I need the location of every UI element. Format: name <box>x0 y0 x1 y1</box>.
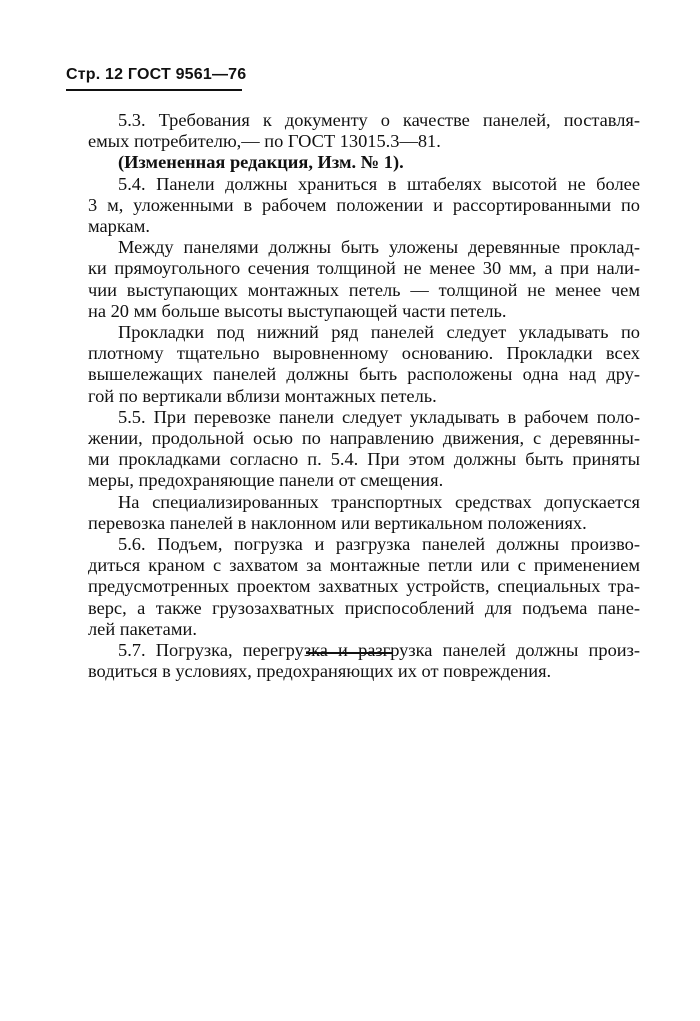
paragraph-5-5-transport <box>88 492 640 534</box>
document-body <box>88 110 640 682</box>
text-line: Между панелями должны быть уложены деревянные проклад- <box>118 237 640 258</box>
text-line: водиться в условиях, предохраняющих их от повреждения. <box>88 661 552 682</box>
text-line: (Измененная редакция, Изм. № 1). <box>118 152 404 173</box>
text-line: 3 м, уложенными в рабочем положении и рассортированными по <box>88 194 640 215</box>
paragraph-5-5 <box>88 407 640 492</box>
header-rule <box>66 89 242 91</box>
text-line: лей пакетами. <box>88 618 197 639</box>
text-line: На специализированных транспортных средствах допускается <box>118 491 640 512</box>
text-line: жении, продольной осью по направлению движения, с деревянны- <box>88 428 640 449</box>
paragraph-5-3 <box>88 110 640 152</box>
text-line: 5.7. Погрузка, перегрузка и разгрузка панелей должны произ- <box>118 640 640 661</box>
text-line: 5.5. При перевозке панели следует укладывать в рабочем поло- <box>118 406 640 427</box>
page-header: Стр. 12 ГОСТ 9561—76 <box>66 66 247 83</box>
end-rule <box>306 652 392 654</box>
text-line: ки прямоугольного сечения толщиной не менее 30 мм, а при нали- <box>88 258 640 279</box>
text-line: емых потребителю,— по ГОСТ 13015.3—81. <box>88 131 441 152</box>
text-line: 5.3. Требования к документу о качестве панелей, поставля- <box>118 110 640 130</box>
text-line: Прокладки под нижний ряд панелей следует укладывать по <box>118 322 640 343</box>
paragraph-5-6 <box>88 534 640 640</box>
paragraph-5-7 <box>88 640 640 682</box>
text-line: перевозка панелей в наклонном или вертикальном положениях. <box>88 512 587 533</box>
paragraph-amendment-note <box>88 152 640 173</box>
text-line: диться краном с захватом за монтажные петли или с применением <box>88 555 640 576</box>
text-line: меры, предохраняющие панели от смещения. <box>88 470 444 491</box>
text-line: ми прокладками согласно п. 5.4. При этом должны быть приняты <box>88 449 640 470</box>
text-line: вышележащих панелей должны быть расположены одна над дру- <box>88 364 640 385</box>
paragraph-5-4-bottom-row <box>88 322 640 407</box>
paragraph-5-4 <box>88 174 640 238</box>
text-line: чии выступающих монтажных петель — толщиной не менее чем <box>88 279 640 300</box>
paragraph-5-4-spacers <box>88 237 640 322</box>
text-line: гой по вертикали вблизи монтажных петель. <box>88 385 437 406</box>
text-line: 5.4. Панели должны храниться в штабелях высотой не более <box>118 173 640 194</box>
text-line: плотному тщательно выровненному основанию. Прокладки всех <box>88 343 640 364</box>
text-line: маркам. <box>88 216 150 237</box>
text-line: предусмотренных проектом захватных устройств, специальных тра- <box>88 576 640 597</box>
text-line: на 20 мм больше высоты выступающей части петель. <box>88 300 507 321</box>
text-line: верс, а также грузозахватных приспособлений для подъема пане- <box>88 597 640 618</box>
text-line: 5.6. Подъем, погрузка и разгрузка панелей должны произво- <box>118 534 640 555</box>
